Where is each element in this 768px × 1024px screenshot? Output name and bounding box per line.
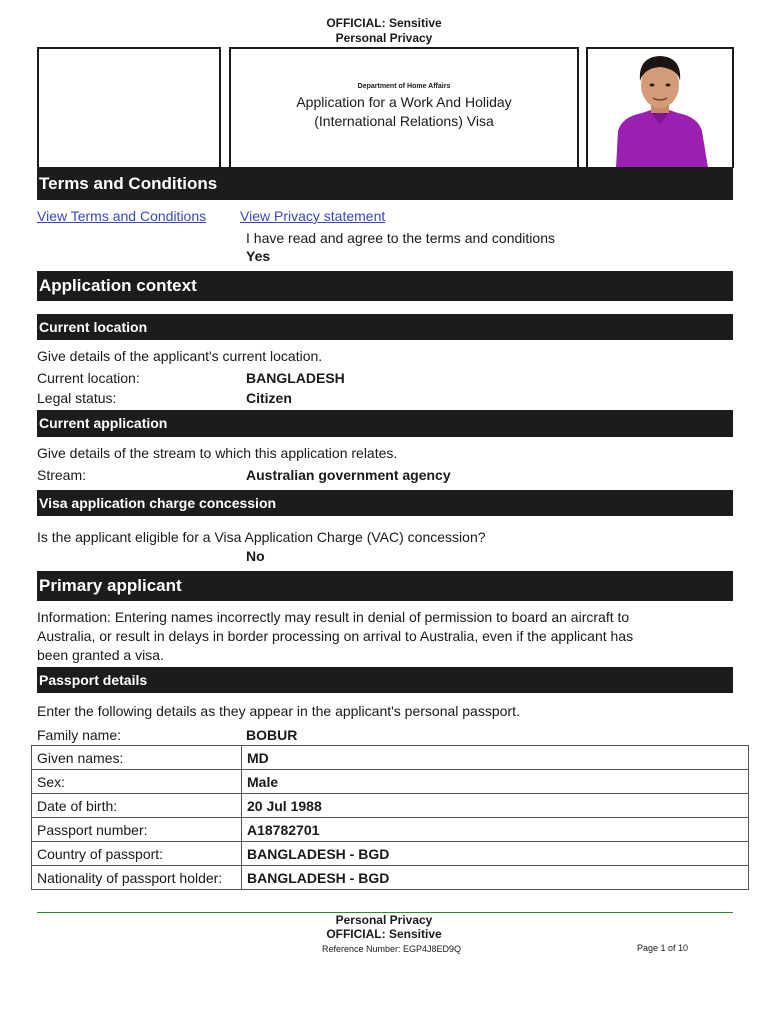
current-application-heading: Current application bbox=[39, 415, 168, 431]
classification-label: OFFICIAL: Sensitive bbox=[326, 16, 442, 30]
privacy-label: Personal Privacy bbox=[335, 31, 433, 45]
current-location-intro: Give details of the applicant's current location. bbox=[37, 348, 323, 364]
concession-heading: Visa application charge concession bbox=[39, 495, 277, 511]
table-row bbox=[32, 818, 749, 842]
agree-question: I have read and agree to the terms and conditions bbox=[246, 230, 555, 246]
application-title-line1: Application for a Work And Holiday bbox=[296, 94, 512, 110]
passport-details-bar bbox=[37, 667, 733, 693]
table-row bbox=[32, 842, 749, 866]
footer-privacy: Personal Privacy bbox=[335, 913, 433, 927]
primary-applicant-heading: Primary applicant bbox=[39, 576, 182, 595]
passport-details-table bbox=[31, 745, 749, 890]
info-line-3: been granted a visa. bbox=[37, 647, 164, 663]
application-title-line2: (International Relations) Visa bbox=[314, 113, 494, 129]
stream-label: Stream: bbox=[37, 467, 87, 483]
table-row bbox=[32, 866, 749, 890]
applicant-photo bbox=[586, 47, 734, 168]
department-label: Department of Home Affairs bbox=[357, 83, 451, 90]
given-names-label: Given names: bbox=[32, 746, 242, 770]
current-location-heading: Current location bbox=[39, 319, 148, 335]
current-location-label: Current location: bbox=[37, 370, 140, 386]
sex-label: Sex: bbox=[32, 770, 242, 794]
title-box bbox=[229, 47, 579, 168]
current-location-value: BANGLADESH bbox=[246, 370, 345, 386]
concession-bar bbox=[37, 490, 733, 516]
table-row bbox=[32, 794, 749, 818]
page-number: Page 1 of 10 bbox=[637, 943, 689, 953]
legal-status-label: Legal status: bbox=[37, 390, 117, 406]
table-row bbox=[32, 746, 749, 770]
legal-status-value: Citizen bbox=[246, 390, 292, 406]
document-header bbox=[0, 16, 768, 46]
nationality-value: BANGLADESH - BGD bbox=[242, 866, 749, 890]
reference-number: Reference Number: EGP4J8ED9Q bbox=[322, 944, 462, 954]
terms-heading: Terms and Conditions bbox=[39, 174, 218, 193]
nationality-label: Nationality of passport holder: bbox=[32, 866, 242, 890]
document-footer bbox=[0, 913, 768, 941]
concession-answer: No bbox=[246, 548, 265, 564]
application-context-heading: Application context bbox=[39, 276, 197, 295]
concession-question: Is the applicant eligible for a Visa Application Charge (VAC) concession? bbox=[37, 529, 486, 545]
family-name-value: BOBUR bbox=[246, 727, 298, 743]
date-of-birth-label: Date of birth: bbox=[32, 794, 242, 818]
info-line-1: Information: Entering names incorrectly may result in denial of permission to board an aircraft to bbox=[37, 609, 630, 625]
current-application-bar bbox=[37, 410, 733, 437]
stream-value: Australian government agency bbox=[246, 467, 451, 483]
info-line-2: Australia, or result in delays in border processing on arrival to Australia, even if the applicant has bbox=[37, 628, 634, 644]
footer-classification: OFFICIAL: Sensitive bbox=[326, 927, 442, 941]
logo-box bbox=[37, 47, 221, 168]
family-name-label: Family name: bbox=[37, 727, 122, 743]
primary-applicant-info bbox=[37, 608, 633, 665]
current-application-intro: Give details of the stream to which this application relates. bbox=[37, 445, 398, 461]
date-of-birth-value: 20 Jul 1988 bbox=[242, 794, 749, 818]
table-row bbox=[32, 770, 749, 794]
passport-number-label: Passport number: bbox=[32, 818, 242, 842]
primary-applicant-bar bbox=[37, 571, 733, 601]
terms-heading-bar bbox=[37, 167, 733, 200]
agree-answer: Yes bbox=[246, 248, 271, 264]
application-context-bar bbox=[37, 271, 733, 301]
sex-value: Male bbox=[242, 770, 749, 794]
passport-details-heading: Passport details bbox=[39, 672, 148, 688]
given-names-value: MD bbox=[242, 746, 749, 770]
current-location-bar bbox=[37, 314, 733, 340]
view-privacy-link[interactable]: View Privacy statement bbox=[240, 208, 386, 224]
country-of-passport-value: BANGLADESH - BGD bbox=[242, 842, 749, 866]
passport-intro: Enter the following details as they appear in the applicant's personal passport. bbox=[37, 703, 520, 719]
applicant-portrait-image bbox=[588, 49, 732, 168]
country-of-passport-label: Country of passport: bbox=[32, 842, 242, 866]
passport-number-value: A18782701 bbox=[242, 818, 749, 842]
view-terms-link[interactable]: View Terms and Conditions bbox=[37, 208, 207, 224]
